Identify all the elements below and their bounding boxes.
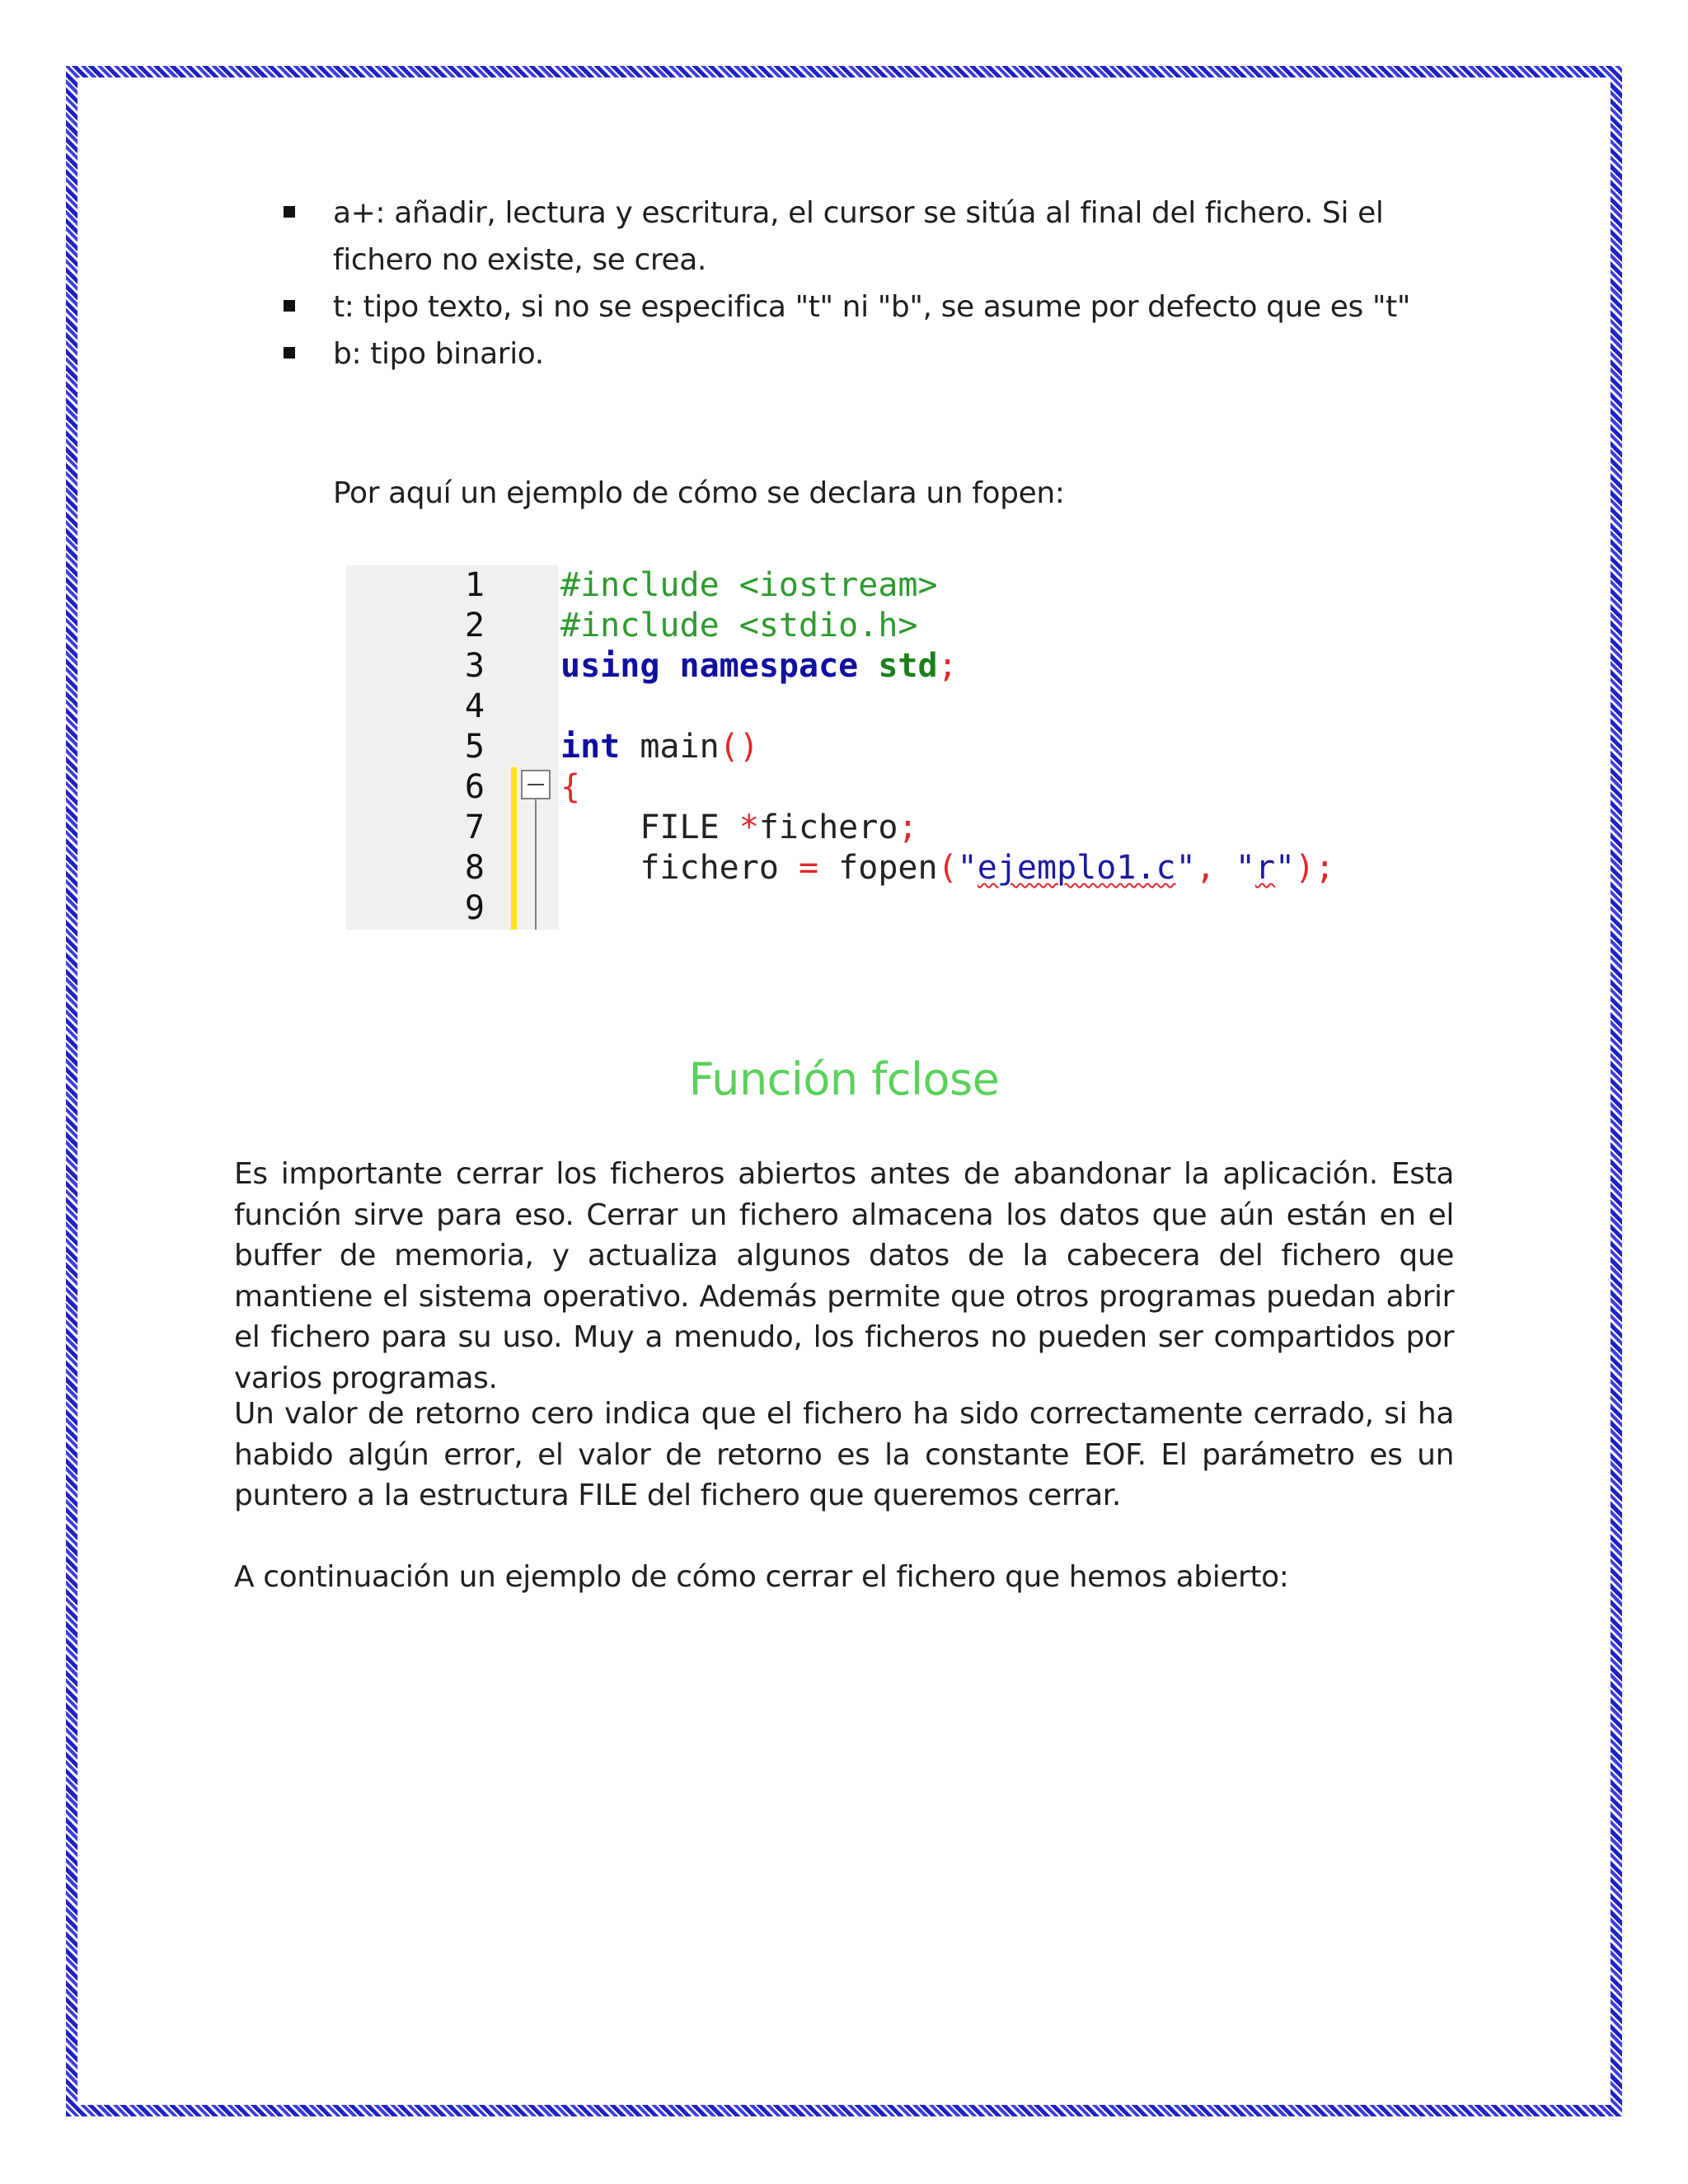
section-title: Función fclose bbox=[688, 1053, 1000, 1105]
intro-text: Por aquí un ejemplo de cómo se declara un fopen: bbox=[333, 476, 1065, 510]
paragraph: Es importante cerrar los ficheros abiertos antes de abandonar la aplicación. Esta función sirve para eso. Cerrar un fichero almacena los datos que aún están en el buffer de memoria, y actualiza algunos datos de la cabecera del fichero que mantiene el sistema operativo. Además permite que otros programas puedan abrir el fichero para su uso. Muy a menudo, los ficheros no pueden ser compartidos por varios programas. bbox=[234, 1157, 1454, 1395]
line-number: 1 bbox=[464, 566, 485, 604]
code-line-1: #include <iostream> bbox=[560, 566, 938, 604]
line-number: 9 bbox=[464, 889, 485, 927]
fold-guide-line bbox=[535, 799, 537, 930]
collapse-icon[interactable] bbox=[521, 770, 551, 799]
list-item bbox=[284, 330, 1454, 377]
paragraph: A continuación un ejemplo de cómo cerrar el fichero que hemos abierto: bbox=[234, 1560, 1289, 1594]
code-line-6: { bbox=[560, 768, 581, 806]
code-line-7: FILE *fichero; bbox=[560, 808, 918, 846]
code-line-3: using namespace std; bbox=[560, 647, 958, 685]
line-number: 3 bbox=[464, 647, 485, 685]
mode-list bbox=[284, 190, 1454, 377]
bullet-icon bbox=[284, 300, 295, 312]
line-number: 6 bbox=[464, 768, 485, 806]
line-number: 8 bbox=[464, 849, 485, 887]
change-marker-bar bbox=[511, 767, 517, 930]
code-line-8: fichero = fopen("ejemplo1.c", "r"); bbox=[560, 849, 1335, 887]
bullet-icon bbox=[284, 206, 295, 218]
list-item bbox=[284, 284, 1454, 330]
code-line-2: #include <stdio.h> bbox=[560, 607, 918, 644]
list-item-text: t: tipo texto, si no se especifica "t" ni "b", se asume por defecto que es "t" bbox=[333, 290, 1410, 324]
code-line-5: int main() bbox=[560, 728, 759, 766]
line-number: 5 bbox=[464, 728, 485, 766]
list-item bbox=[284, 190, 1454, 284]
paragraph: Un valor de retorno cero indica que el fichero ha sido correctamente cerrado, si ha habido algún error, el valor de retorno es la constante EOF. El parámetro es un puntero a la estructura FILE del fichero que queremos cerrar. bbox=[234, 1397, 1454, 1512]
code-screenshot bbox=[346, 565, 1418, 930]
line-number: 4 bbox=[464, 687, 485, 725]
list-item-text: b: tipo binario. bbox=[333, 337, 544, 371]
line-number: 7 bbox=[464, 808, 485, 846]
list-item-text: a+: añadir, lectura y escritura, el cursor se sitúa al final del fichero. Si el fichero no existe, se crea. bbox=[333, 196, 1384, 277]
line-number-gutter bbox=[346, 565, 559, 930]
bullet-icon bbox=[284, 347, 295, 359]
line-number: 2 bbox=[464, 607, 485, 644]
